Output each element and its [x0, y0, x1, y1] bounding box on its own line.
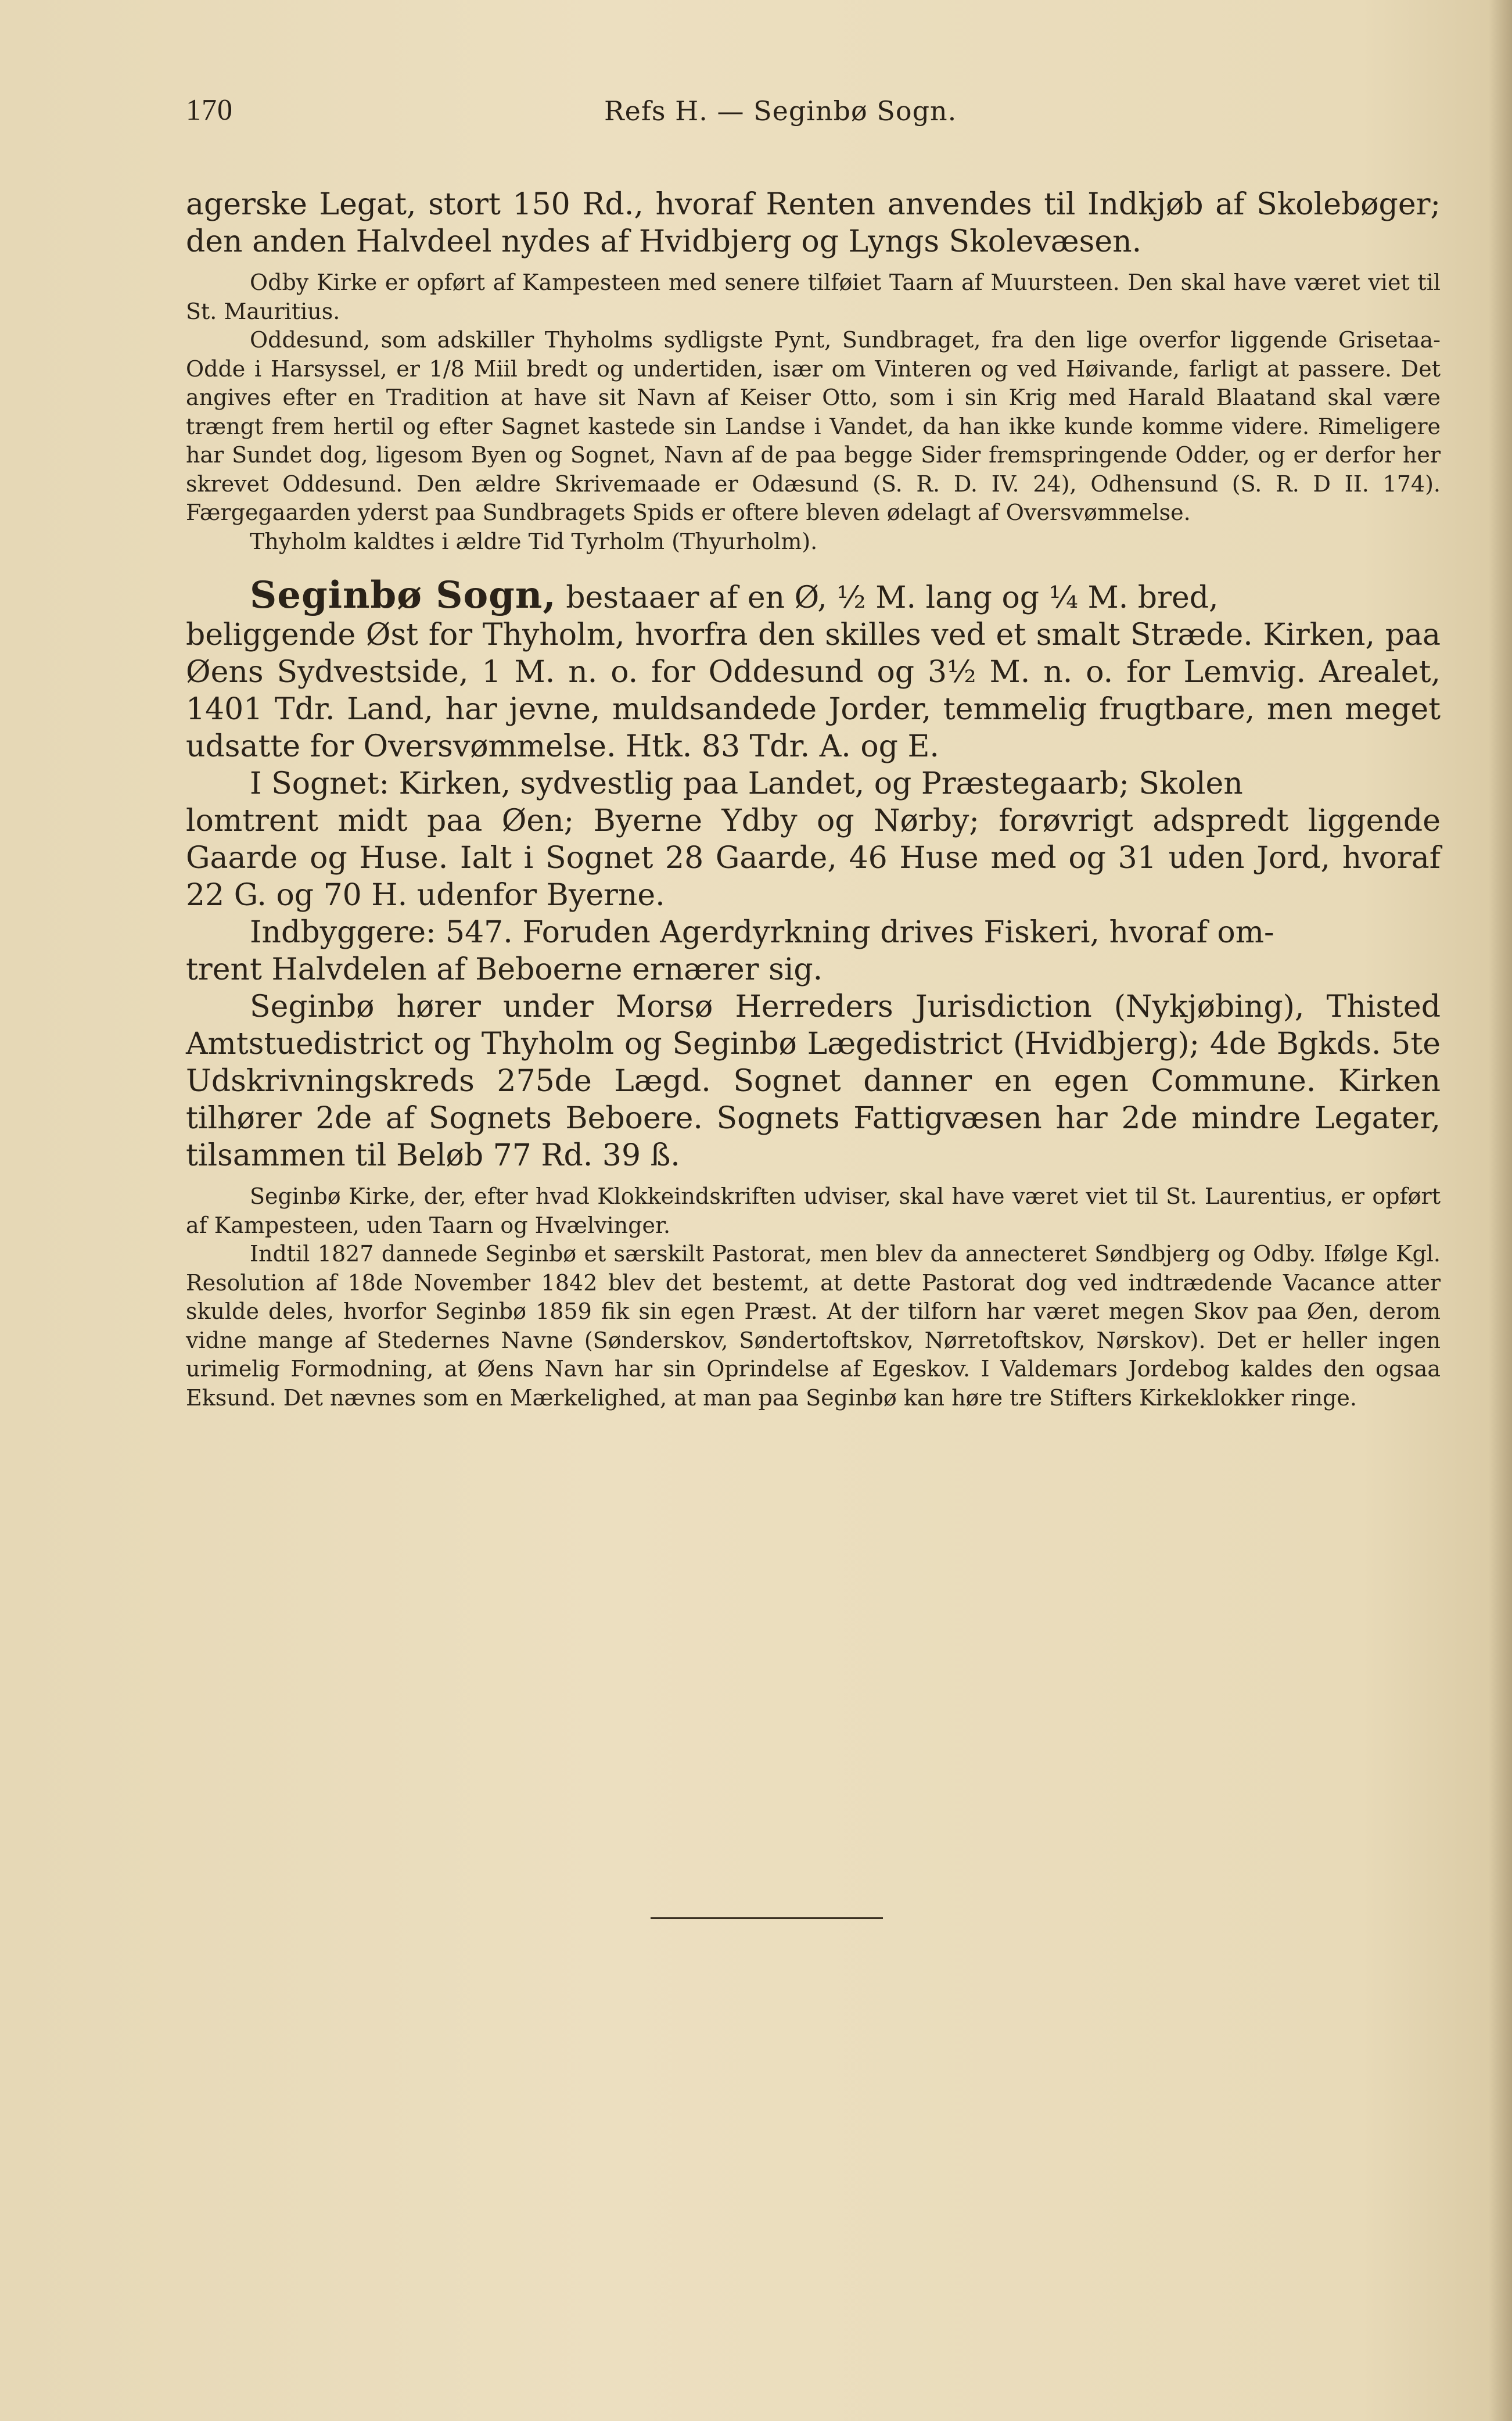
parish-heading: Seginbø Sogn, — [250, 573, 556, 617]
sognet-lead: I Sognet: Kirken, — [250, 766, 511, 801]
parish-intro — [186, 573, 1441, 617]
legat-paragraph: agerske Legat, stort 150 Rd., hvoraf Renten anvendes til Indkjøb af Skolebøger; den anden Halvdeel nydes af Hvidbjerg og Lyngs Skolevæsen. — [186, 187, 1441, 259]
indbyggere-intro — [186, 914, 1441, 951]
jurisdiction-paragraph: Seginbø hører under Morsø Herreders Jurisdiction (Nykjøbing), Thisted Amtstuedistrict og Thyholm og Seginbø Lægedistrict (Hvidbjerg); 4de Bgkds. 5te Udskrivningskreds 275de Lægd. Sognet danner en egen Commune. Kirken tilhører 2de af Sognets Beboere. Sognets Fattigvæsen har 2de mindre Legater, tilsammen til Beløb 77 Rd. 39 ß. — [186, 989, 1441, 1173]
running-title: Refs H. — Seginbø Sogn. — [604, 95, 957, 127]
indbyggere-lead: Indbyggere: 547. — [250, 915, 513, 950]
sognet-rest: sydvestlig paa Landet, og Præstegaarb; Skolen — [520, 766, 1243, 801]
page-number: 170 — [186, 94, 233, 127]
kirke-note: Seginbø Kirke, der, efter hvad Klokkeindskriften udviser, skal have været viet til St. Laurentius, er opført af Kampesteen, uden Taarn og Hvælvinger. — [186, 1183, 1441, 1238]
sognet-intro — [186, 765, 1441, 802]
history-note: Indtil 1827 dannede Seginbø et særskilt Pastorat, men blev da annecteret Søndbjerg og Odby. Ifølge Kgl. Resolution af 18de November 1842 blev det bestemt, at dette Pastorat dog ved indtrædende Vacance atter skulde deles, hvorfor Seginbø 1859 fik sin egen Præst. At der tilforn har været megen Skov paa Øen, derom vidne mange af Stedernes Navne (Sønderskov, Søndertoftskov, Nørretoftskov, Nørskov). Det er heller ingen urimelig Formodning, at Øens Navn har sin Oprindelse af Egeskov. I Valdemars Jordebog kaldes den ogsaa Eksund. Det nævnes som en Mærkelighed, at man paa Seginbø kan høre tre Stifters Kirkeklokker ringe. — [186, 1241, 1441, 1411]
sognet-description: lomtrent midt paa Øen; Byerne Ydby og Nørby; forøvrigt adspredt liggende Gaarde og Huse. Ialt i Sognet 28 Gaarde, 46 Huse med og 31 uden Jord, hvoraf 22 G. og 70 H. udenfor Byerne. — [186, 804, 1441, 913]
page-header — [186, 93, 1290, 134]
indbyggere-rest: Foruden Agerdyrkning drives Fiskeri, hvoraf om- — [522, 915, 1274, 950]
parish-heading-rest: bestaaer af en Ø, ½ M. lang og ¼ M. bred, — [566, 580, 1219, 615]
section-divider — [651, 1917, 883, 1919]
body-text — [186, 186, 1441, 1412]
page-edge-shadow — [1489, 0, 1512, 2421]
parish-description: beliggende Øst for Thyholm, hvorfra den skilles ved et smalt Stræde. Kirken, paa Øens Sydvestside, 1 M. n. o. for Oddesund og 3½ M. n. o. for Lemvig. Arealet, 1401 Tdr. Land, har jevne, muldsandede Jorder, temmelig frugtbare, men meget udsatte for Oversvømmelse. Htk. 83 Tdr. A. og E. — [186, 618, 1441, 764]
thyholm-note: Thyholm kaldtes i ældre Tid Tyrholm (Thyurholm). — [250, 528, 818, 554]
indbyggere-description: trent Halvdelen af Beboerne ernærer sig. — [186, 952, 823, 987]
oddesund-note: Oddesund, som adskiller Thyholms sydligste Pynt, Sundbraget, fra den lige overfor liggende Grisetaa-Odde i Harsyssel, er 1/8 Miil bredt og undertiden, især om Vinteren og ved Høivande, farligt at passere. Det angives efter en Tradition at have sit Navn af Keiser Otto, som i sin Krig med Harald Blaatand skal være trængt frem hertil og efter Sagnet kastede sin Landse i Vandet, da han ikke kunde komme videre. Rimeligere har Sundet dog, ligesom Byen og Sognet, Navn af de paa begge Sider fremspringende Odder, og er derfor her skrevet Oddesund. Den ældre Skrivemaade er Odæsund (S. R. D. IV. 24), Odhensund (S. R. D II. 174). Færgegaarden yderst paa Sundbragets Spids er oftere bleven ødelagt af Oversvømmelse. — [186, 327, 1441, 525]
odby-kirke-note: Odby Kirke er opført af Kampesteen med senere tilføiet Taarn af Muursteen. Den skal have været viet til St. Mauritius. — [186, 270, 1441, 324]
